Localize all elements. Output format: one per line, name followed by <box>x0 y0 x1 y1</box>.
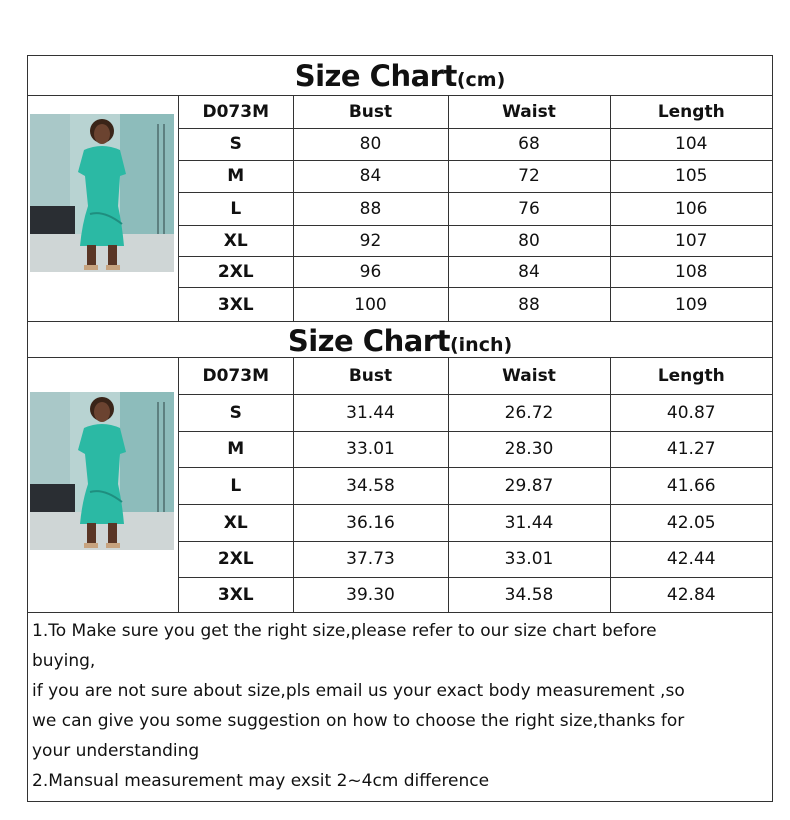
size-cell: L <box>179 467 293 504</box>
notes-block <box>32 616 768 796</box>
header-cell: Waist <box>448 358 610 394</box>
cm-photo-cell <box>28 96 179 321</box>
waist-cell: 26.72 <box>448 394 610 431</box>
bust-cell: 96 <box>293 256 448 287</box>
note-line: if you are not sure about size,pls email us your exact body measurement ,so <box>32 681 685 701</box>
note-line: your understanding <box>32 741 200 761</box>
waist-cell: 28.30 <box>448 431 610 467</box>
inch-section <box>28 358 772 613</box>
inch-size-table <box>179 358 772 613</box>
size-cell: XL <box>179 225 293 256</box>
size-chart-frame <box>27 55 773 802</box>
waist-cell: 29.87 <box>448 467 610 504</box>
length-cell: 109 <box>610 287 772 322</box>
waist-cell: 72 <box>448 160 610 192</box>
table-row <box>179 577 772 613</box>
note-line: 2.Mansual measurement may exsit 2~4cm difference <box>32 771 490 791</box>
table-row <box>179 225 772 256</box>
size-cell: 3XL <box>179 577 293 613</box>
bust-cell: 100 <box>293 287 448 322</box>
bust-cell: 92 <box>293 225 448 256</box>
bust-cell: 31.44 <box>293 394 448 431</box>
cm-title-row <box>28 56 772 96</box>
model-photo <box>30 114 174 272</box>
inch-photo-cell <box>28 358 179 612</box>
header-cell: Length <box>610 96 772 128</box>
header-cell: Bust <box>293 358 448 394</box>
size-cell: 2XL <box>179 541 293 577</box>
table-row <box>179 287 772 322</box>
length-cell: 42.84 <box>610 577 772 613</box>
cm-size-table <box>179 96 772 322</box>
size-cell: 2XL <box>179 256 293 287</box>
header-cell: D073M <box>179 96 293 128</box>
model-photo <box>30 392 174 550</box>
waist-cell: 31.44 <box>448 504 610 541</box>
inch-title-row <box>28 322 772 358</box>
cm-section <box>28 96 772 322</box>
note-line: we can give you some suggestion on how to choose the right size,thanks for <box>32 711 685 731</box>
bust-cell: 88 <box>293 192 448 225</box>
size-cell: S <box>179 394 293 431</box>
length-cell: 107 <box>610 225 772 256</box>
length-cell: 40.87 <box>610 394 772 431</box>
header-cell: D073M <box>179 358 293 394</box>
bust-cell: 37.73 <box>293 541 448 577</box>
length-cell: 42.44 <box>610 541 772 577</box>
cm-title: Size Chart <box>294 59 457 93</box>
size-cell: XL <box>179 504 293 541</box>
length-cell: 41.66 <box>610 467 772 504</box>
length-cell: 106 <box>610 192 772 225</box>
table-row <box>179 541 772 577</box>
header-cell: Length <box>610 358 772 394</box>
waist-cell: 68 <box>448 128 610 160</box>
table-row <box>179 431 772 467</box>
length-cell: 108 <box>610 256 772 287</box>
waist-cell: 34.58 <box>448 577 610 613</box>
inch-unit: (inch) <box>449 334 513 356</box>
length-cell: 42.05 <box>610 504 772 541</box>
waist-cell: 33.01 <box>448 541 610 577</box>
table-row <box>179 394 772 431</box>
waist-cell: 80 <box>448 225 610 256</box>
length-cell: 105 <box>610 160 772 192</box>
note-line: 1.To Make sure you get the right size,please refer to our size chart before <box>32 621 657 641</box>
table-row <box>179 467 772 504</box>
table-row <box>179 504 772 541</box>
table-row <box>179 160 772 192</box>
length-cell: 104 <box>610 128 772 160</box>
bust-cell: 34.58 <box>293 467 448 504</box>
size-cell: L <box>179 192 293 225</box>
cm-unit: (cm) <box>456 69 506 91</box>
table-row <box>179 192 772 225</box>
note-line: buying, <box>32 651 96 671</box>
table-header-row <box>179 96 772 128</box>
length-cell: 41.27 <box>610 431 772 467</box>
waist-cell: 84 <box>448 256 610 287</box>
inch-title: Size Chart <box>287 324 450 358</box>
size-cell: M <box>179 160 293 192</box>
bust-cell: 33.01 <box>293 431 448 467</box>
size-cell: M <box>179 431 293 467</box>
waist-cell: 88 <box>448 287 610 322</box>
table-row <box>179 256 772 287</box>
table-header-row <box>179 358 772 394</box>
bust-cell: 39.30 <box>293 577 448 613</box>
bust-cell: 36.16 <box>293 504 448 541</box>
bust-cell: 84 <box>293 160 448 192</box>
header-cell: Bust <box>293 96 448 128</box>
bust-cell: 80 <box>293 128 448 160</box>
size-cell: S <box>179 128 293 160</box>
header-cell: Waist <box>448 96 610 128</box>
table-row <box>179 128 772 160</box>
size-cell: 3XL <box>179 287 293 322</box>
waist-cell: 76 <box>448 192 610 225</box>
